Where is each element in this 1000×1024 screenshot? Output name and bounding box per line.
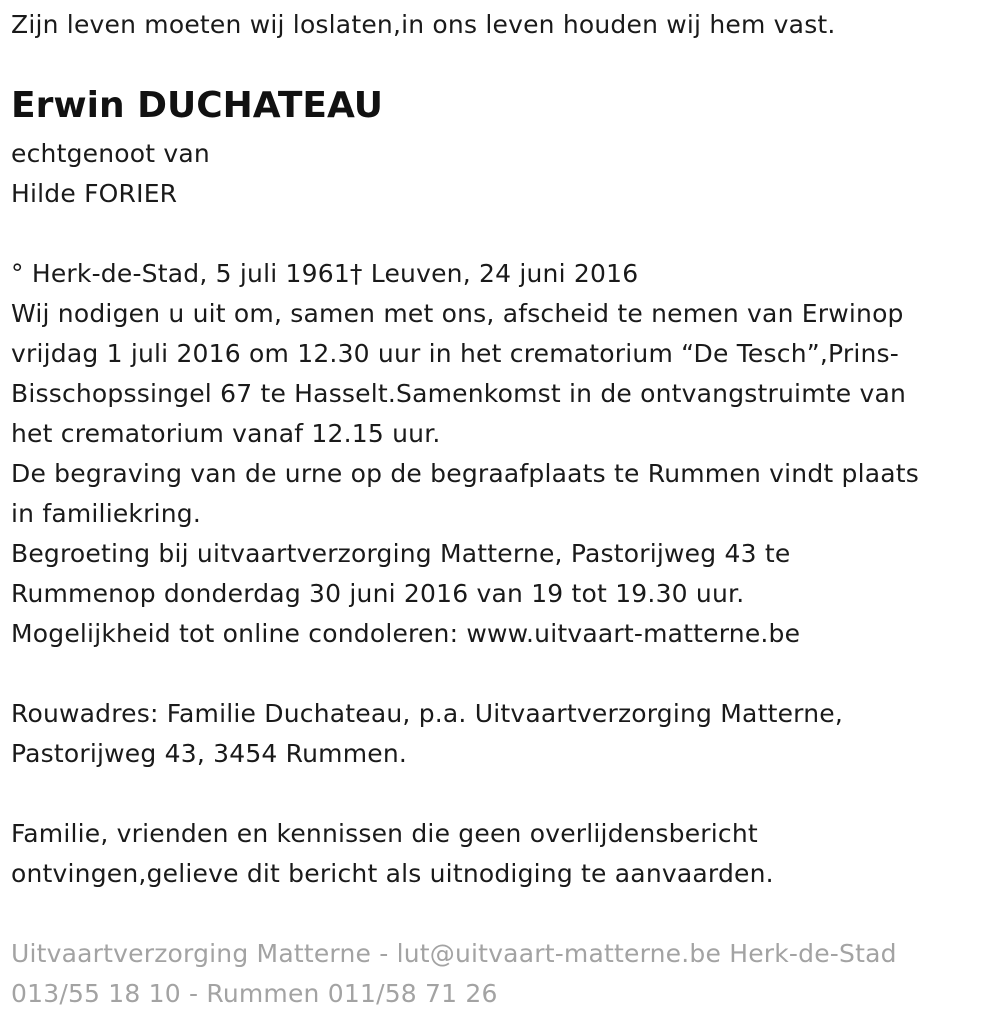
address-line: Pastorijweg 43, 3454 Rummen. [11, 739, 408, 768]
body-line: in familiekring. [11, 499, 201, 528]
funeral-home-footer [11, 934, 897, 1014]
spouse-line: echtgenoot van [11, 139, 210, 168]
footer-line: Uitvaartverzorging Matterne - lut@uitvaart-matterne.be Herk-de-Stad [11, 939, 897, 968]
motto-text: Zijn leven moeten wij loslaten,in ons leven houden wij hem vast. [11, 10, 836, 39]
body-line: Begroeting bij uitvaartverzorging Matterne, Pastorijweg 43 te [11, 539, 791, 568]
mourning-address [11, 694, 843, 774]
spouse-section [11, 134, 210, 214]
body-line: De begraving van de urne op de begraafplaats te Rummen vindt plaats [11, 459, 920, 488]
spouse-line: Hilde FORIER [11, 179, 178, 208]
deceased-name: Erwin DUCHATEAU [11, 85, 383, 126]
address-line: Rouwadres: Familie Duchateau, p.a. Uitvaartverzorging Matterne, [11, 699, 843, 728]
body-line: Wij nodigen u uit om, samen met ons, afscheid te nemen van Erwinop [11, 299, 904, 328]
closing-note [11, 814, 774, 894]
ceremony-details [11, 254, 919, 654]
body-line: het crematorium vanaf 12.15 uur. [11, 419, 441, 448]
body-line: vrijdag 1 juli 2016 om 12.30 uur in het crematorium “De Tesch”,Prins- [11, 339, 899, 368]
condolence-line: Mogelijkheid tot online condoleren: www.uitvaart-matterne.be [11, 619, 801, 648]
footer-line: 013/55 18 10 - Rummen 011/58 71 26 [11, 979, 498, 1008]
closing-line: ontvingen,gelieve dit bericht als uitnodiging te aanvaarden. [11, 859, 774, 888]
body-line: Rummenop donderdag 30 juni 2016 van 19 tot 19.30 uur. [11, 579, 745, 608]
body-line: Bisschopssingel 67 te Hasselt.Samenkomst in de ontvangstruimte van [11, 379, 907, 408]
dates-line: ° Herk-de-Stad, 5 juli 1961† Leuven, 24 juni 2016 [11, 259, 639, 288]
closing-line: Familie, vrienden en kennissen die geen overlijdensbericht [11, 819, 758, 848]
